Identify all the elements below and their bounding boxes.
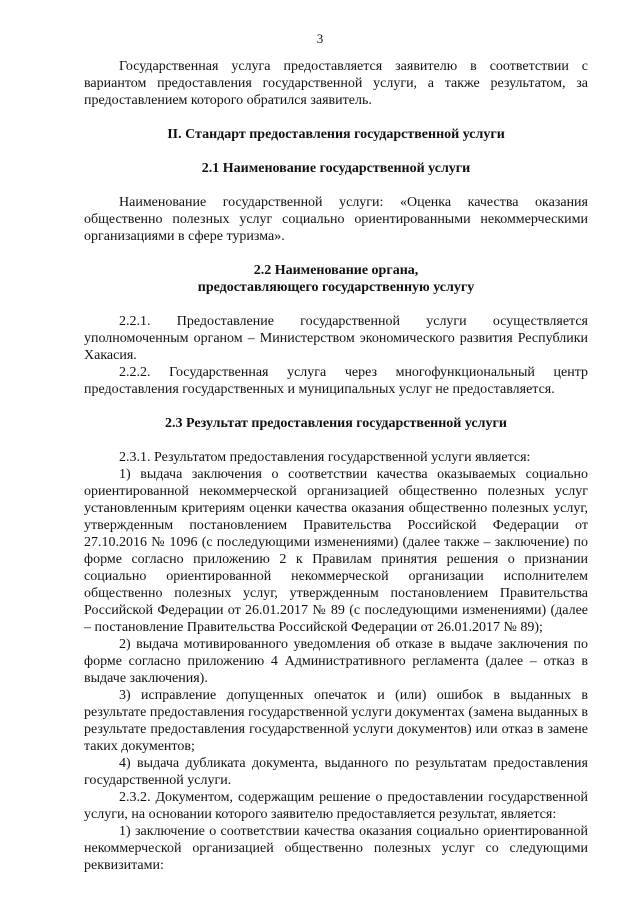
- section-title: II. Стандарт предоставления государственной услуги: [167, 127, 505, 142]
- subsection-2-2-title: [84, 262, 588, 296]
- paragraph-2-3-2: 2.3.2. Документом, содержащим решение о предоставлении государственной услуги, на основании которого заявителю предоставляется результат, является:: [84, 790, 588, 822]
- document-body: [84, 58, 588, 874]
- subsection-2-3-title: 2.3 Результат предоставления государственной услуги: [165, 416, 507, 431]
- subsection-2-1-title: 2.1 Наименование государственной услуги: [201, 161, 471, 176]
- page-number: 3: [316, 31, 324, 46]
- paragraph-2-2-1: 2.2.1. Предоставление государственной услуги осуществляется уполномоченным органом – Министерством экономического развития Республики Хакасия.: [84, 314, 588, 363]
- list-item-conclusion: 1) выдача заключения о соответствии качества оказываемых социально ориентированной некоммерческой организацией общественно полезных услуг установленным критериям оценки качества оказания общественно полезных услуг, утвержденным постановлением Правительства Российской Федерации от 27.10.2016 № 1096 (с последующими изменениями) (далее также – заключение) по форме согласно приложению 2 к Правилам принятия решения о признании социально ориентированной некоммерческой организации исполнителем общественно полезных услуг, утвержденным постановлением Правительства Российской Федерации от 26.01.2017 № 89 (с последующими изменениями) (далее – постановление Правительства Российской Федерации от 26.01.2017 № 89);: [84, 467, 588, 635]
- list-item-conclusion-requisites: 1) заключение о соответствии качества оказания социально ориентированной некоммерческой организацией общественно полезных услуг со следующими реквизитами:: [84, 824, 588, 873]
- paragraph-2-3-1: 2.3.1. Результатом предоставления государственной услуги является:: [119, 450, 531, 465]
- subsection-2-2-title-line2: предоставляющего государственную услугу: [197, 280, 475, 295]
- list-item-duplicate: 4) выдача дубликата документа, выданного по результатам предоставления государственной услуги.: [84, 756, 588, 788]
- intro-paragraph: Государственная услуга предоставляется заявителю в соответствии с вариантом предоставления государственной услуги, а также результатом, за предоставлением которого обратился заявитель.: [84, 59, 588, 108]
- paragraph-2-2-2: 2.2.2. Государственная услуга через многофункциональный центр предоставления государственных и муниципальных услуг не предоставляется.: [84, 365, 588, 397]
- list-item-refusal-notice: 2) выдача мотивированного уведомления об отказе в выдаче заключения по форме согласно приложению 4 Административного регламента (далее – отказ в выдаче заключения).: [84, 637, 588, 686]
- subsection-2-1-text: Наименование государственной услуги: «Оценка качества оказания общественно полезных услуг социально ориентированными некоммерческими организациями в сфере туризма».: [84, 195, 588, 244]
- subsection-2-2-title-line1: 2.2 Наименование органа,: [253, 263, 419, 278]
- list-item-correction: 3) исправление допущенных опечаток и (или) ошибок в выданных в результате предоставления государственной услуги документах (замена выданных в результате предоставления государственной услуги документов) или отказ в замене таких документов;: [84, 688, 588, 754]
